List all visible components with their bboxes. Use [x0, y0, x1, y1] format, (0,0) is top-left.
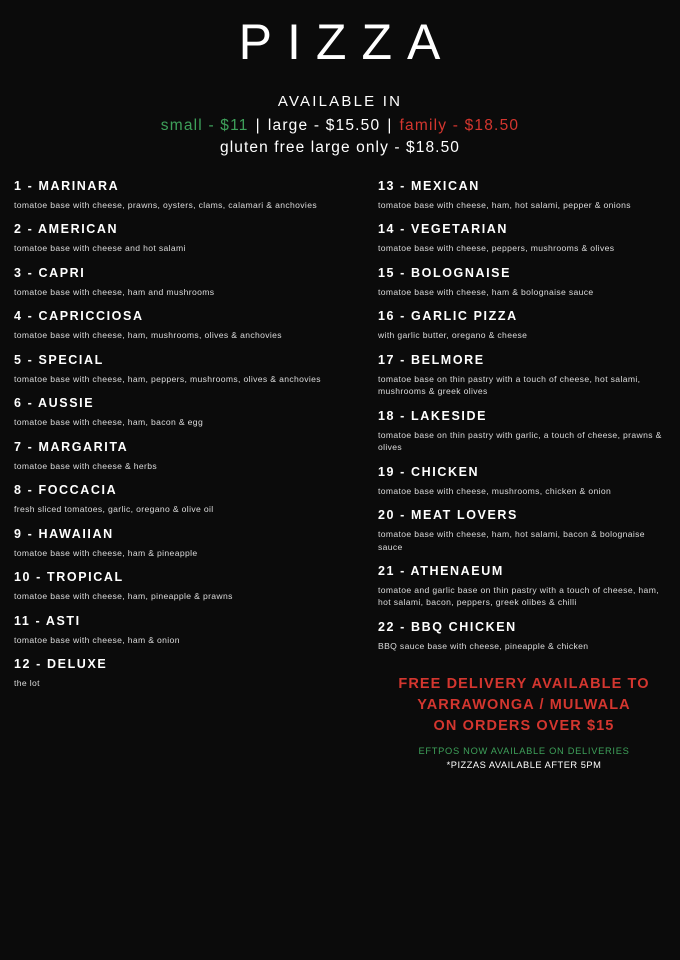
promo-availability-note: *PIZZAS AVAILABLE AFTER 5PM [446, 760, 602, 771]
menu-item-desc: tomatoe and garlic base on thin pastry with a touch of cheese, ham, hot salami, bacon, peppers, greek olibes & chilli [378, 584, 659, 608]
menu-item [14, 440, 326, 472]
menu-item [14, 179, 326, 211]
menu-item [14, 483, 326, 515]
menu-item [14, 614, 326, 646]
menu-item-name: 21 - ATHENAEUM [378, 563, 504, 578]
menu-item [14, 266, 326, 298]
menu-item-name: 6 - AUSSIE [14, 396, 95, 411]
menu-item-name: 10 - TROPICAL [14, 570, 124, 585]
menu-item-name: 18 - LAKESIDE [378, 408, 488, 423]
promo-line-2: YARRAWONGA / MULWALA [417, 697, 631, 714]
menu-item-desc: tomatoe base on thin pastry with a touch of cheese, hot salami, mushrooms & greek olives [378, 373, 641, 397]
menu-item-desc: the lot [14, 677, 40, 688]
price-large: large - $15.50 [267, 116, 381, 134]
menu-item-name: 13 - MEXICAN [378, 179, 480, 193]
menu-item-name: 2 - AMERICAN [14, 222, 119, 237]
menu-item [378, 409, 670, 454]
price-separator-1: | [255, 116, 261, 134]
menu-item-desc: tomatoe base on thin pastry with garlic, a touch of cheese, prawns & olives [378, 429, 662, 453]
menu-item-name: 17 - BELMORE [378, 352, 485, 367]
menu-item-desc: fresh sliced tomatoes, garlic, oregano & olive oil [14, 504, 214, 515]
menu-item-desc: tomatoe base with cheese, ham and mushrooms [14, 286, 215, 297]
menu-item-name: 19 - CHICKEN [378, 464, 480, 479]
available-in-label: AVAILABLE IN [277, 92, 403, 110]
menu-item-name: 9 - HAWAIIAN [14, 526, 114, 541]
menu-item-desc: tomatoe base with cheese, mushrooms, chicken & onion [378, 485, 612, 496]
menu-item-desc: tomatoe base with cheese & herbs [14, 460, 158, 471]
menu-item-name: 12 - DELUXE [14, 656, 108, 671]
menu-item [378, 564, 670, 609]
promo-line-3: ON ORDERS OVER $15 [433, 718, 615, 735]
menu-item-desc: tomatoe base with cheese and hot salami [14, 243, 186, 254]
promo-eftpos-note: EFTPOS NOW AVAILABLE ON DELIVERIES [418, 746, 630, 757]
promo-line-1: FREE DELIVERY AVAILABLE TO [398, 676, 650, 693]
menu-item [14, 222, 326, 254]
menu-item-desc: tomatoe base with cheese, ham, peppers, mushrooms, olives & anchovies [14, 373, 321, 384]
menu-item [378, 309, 670, 341]
menu-item [378, 620, 670, 652]
page-title: PIZZA [238, 14, 456, 70]
delivery-promo [378, 674, 670, 770]
price-small: small - $11 [160, 116, 249, 134]
menu-columns [0, 168, 680, 958]
menu-item-desc: tomatoe base with cheese, ham & onion [14, 634, 180, 645]
price-separator-2: | [387, 116, 393, 134]
price-row [0, 117, 680, 135]
menu-item-desc: tomatoe base with cheese, ham, mushrooms, olives & anchovies [14, 330, 282, 341]
menu-item-name: 16 - GARLIC PIZZA [378, 309, 518, 324]
menu-item-desc: tomatoe base with cheese, prawns, oysters, clams, calamari & anchovies [14, 200, 317, 210]
menu-item-desc: tomatoe base with cheese, ham, pineapple & prawns [14, 591, 233, 602]
menu-item-name: 20 - MEAT LOVERS [378, 508, 518, 523]
menu-item-desc: tomatoe base with cheese, ham, hot salami, pepper & onions [378, 200, 631, 210]
menu-item-name: 5 - SPECIAL [14, 352, 104, 367]
menu-column-right [340, 168, 680, 958]
menu-item-desc: tomatoe base with cheese, ham & pineapple [14, 547, 198, 558]
gluten-free-price: gluten free large only - $18.50 [219, 138, 461, 156]
menu-item-name: 22 - BBQ CHICKEN [378, 619, 517, 634]
menu-item-name: 15 - BOLOGNAISE [378, 265, 512, 280]
menu-item-desc: tomatoe base with cheese, peppers, mushrooms & olives [378, 243, 615, 254]
menu-item-name: 4 - CAPRICCIOSA [14, 309, 144, 324]
menu-item-desc: with garlic butter, oregano & cheese [378, 330, 528, 341]
menu-item [378, 179, 670, 211]
menu-item-name: 7 - MARGARITA [14, 439, 129, 454]
menu-item-name: 8 - FOCCACIA [14, 483, 118, 498]
menu-item-desc: tomatoe base with cheese, ham, hot salami, bacon & bolognaise sauce [378, 529, 645, 552]
menu-column-left [0, 168, 340, 958]
menu-item [378, 465, 670, 497]
menu-item [14, 353, 326, 385]
menu-item [14, 396, 326, 428]
menu-item [14, 527, 326, 559]
menu-item-desc: BBQ sauce base with cheese, pineapple & chicken [378, 640, 589, 651]
menu-item-name: 11 - ASTI [14, 613, 81, 628]
menu-item [378, 222, 670, 254]
price-family: family - $18.50 [399, 116, 520, 134]
menu-item [378, 266, 670, 298]
menu-item [378, 353, 670, 398]
menu-item-name: 14 - VEGETARIAN [378, 222, 509, 237]
menu-item [14, 657, 326, 689]
menu-item-name: 3 - CAPRI [14, 265, 86, 280]
menu-item-name: 1 - MARINARA [14, 179, 120, 193]
menu-item-desc: tomatoe base with cheese, ham, bacon & egg [14, 417, 204, 428]
menu-item [378, 508, 670, 553]
menu-item-desc: tomatoe base with cheese, ham & bolognaise sauce [378, 286, 594, 297]
menu-item [14, 570, 326, 602]
menu-item [14, 309, 326, 341]
